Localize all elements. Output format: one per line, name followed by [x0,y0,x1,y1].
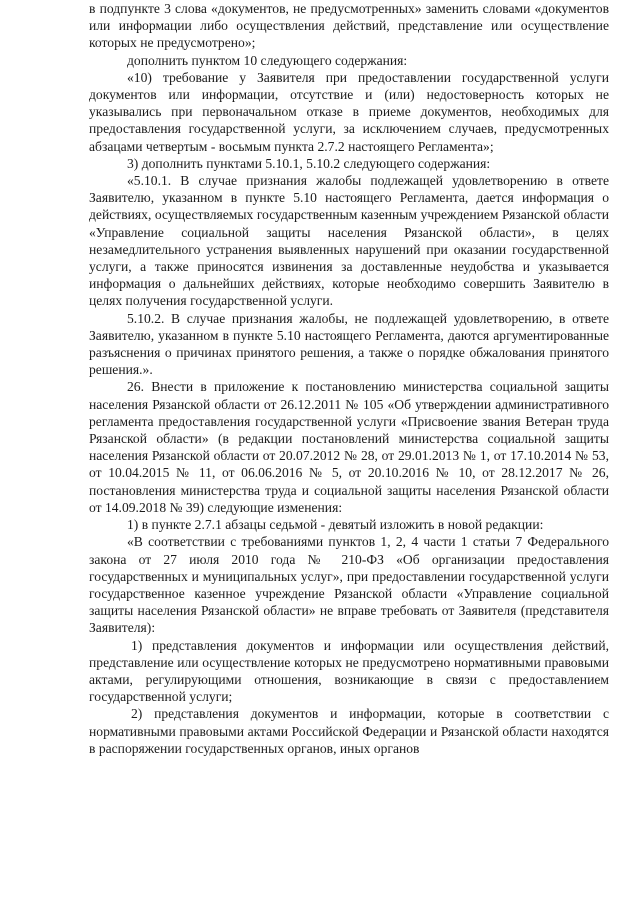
paragraph-9: «В соответствии с требованиями пунктов 1, 2, 4 части 1 статьи 7 Федерального закона от 27 июля 2010 года № 210-ФЗ «Об организации предоставления государственных и муниципальных услуг», при предоставлении государственной услуги государственное казенное учреждение Рязанской области «Управление социальной защиты населения Рязанской области» не вправе требовать от Заявителя (представителя Заявителя): [89,534,609,636]
paragraph-10: 1) представления документов и информации или осуществления действий, представление или осуществление которых не предусмотрено нормативными правовыми актами, регулирующими отношения, возникающие в связи с предоставлением государственной услуги; [89,637,609,705]
document-page [89,0,609,905]
paragraph-4: 3) дополнить пунктами 5.10.1, 5.10.2 следующего содержания: [127,155,491,171]
paragraph-6: 5.10.2. В случае признания жалобы, не подлежащей удовлетворению, в ответе Заявителю, указанном в пункте 5.10 настоящего Регламента, даются аргументированные разъяснения о причинах принятого решения, а также о порядке обжалования принятого решения.». [89,310,609,378]
paragraph-11: 2) представления документов и информации, которые в соответствии с нормативными правовыми актами Российской Федерации и Рязанской области находятся в распоряжении государственных органов, иных органов [89,706,609,756]
paragraph-2: дополнить пунктом 10 следующего содержания: [127,52,408,68]
paragraph-3: «10) требование у Заявителя при предоставлении государственной услуги документов или информации, отсутствие и (или) недостоверность которых не указывались при первоначальном отказе в приеме документов, необходимых для предоставления государственной услуги, за исключением случаев, предусмотренных абзацами четвертым - восьмым пункта 2.7.2 настоящего Регламента»; [89,69,609,154]
paragraph-5: «5.10.1. В случае признания жалобы подлежащей удовлетворению в ответе Заявителю, указанном в пункте 5.10 настоящего Регламента, дается информация о действиях, осуществляемых государственным казенным учреждением Рязанской области «Управление социальной защиты населения Рязанской области», в целях незамедлительного устранения выявленных нарушений при оказании государственной услуги, а также приносятся извинения за доставленные неудобства и указывается информация о дальнейших действиях, которые необходимо совершить Заявителю в целях получения государственной услуги. [89,173,609,309]
paragraph-1: в подпункте 3 слова «документов, не предусмотренных» заменить словами «документов или информации либо осуществления действий, представление или осуществление которых не предусмотрено»; [89,1,609,51]
paragraph-8: 1) в пункте 2.7.1 абзацы седьмой - девятый изложить в новой редакции: [127,517,544,533]
paragraph-7: 26. Внести в приложение к постановлению министерства социальной защиты населения Рязанской области от 26.12.2011 № 105 «Об утверждении административного регламента предоставления государственной услуги «Присвоение звания Ветеран труда Рязанской области» (в редакции постановлений министерства социальной защиты населения Рязанской области от 20.07.2012 № 28, от 29.01.2013 № 1, от 17.10.2014 № 53, от 10.04.2015 № 11, от 06.06.2016 № 5, от 20.10.2016 № 10, от 28.12.2017 № 26, постановления министерства труда и социальной защиты населения Рязанской области от 14.09.2018 № 39) следующие изменения: [89,379,609,515]
